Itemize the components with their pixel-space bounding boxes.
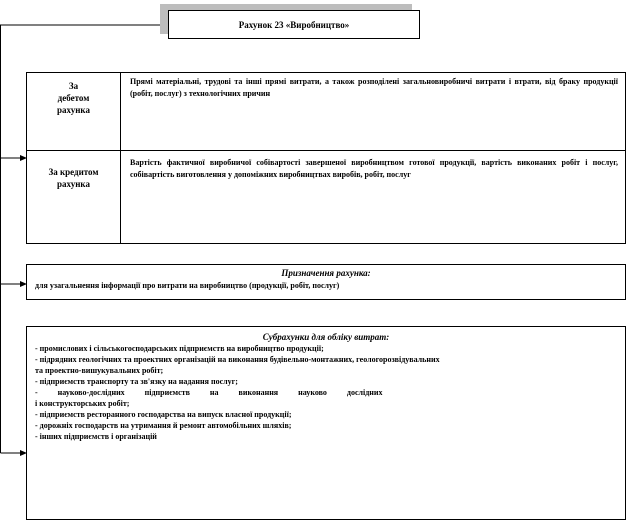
debit-text: Прямі матеріальні, трудові та інші прямі витрати, а також розподілені загальновиробничі витрати і втрати, від браку продукції (робіт, послуг) з технологічних причин: [130, 77, 618, 98]
list-item: - підприємств ресторанного господарства на випуск власної продукції;: [35, 410, 292, 419]
subaccounts-box: [26, 326, 626, 520]
list-item: - науково-дослідних підприємств на виконання науково дослідних: [35, 388, 383, 397]
credit-label-line: За кредитом: [48, 167, 99, 177]
title-box: [168, 10, 420, 39]
subaccounts-heading: Субрахунки для обліку витрат:: [262, 332, 390, 342]
debit-label: [27, 80, 120, 116]
list-item: - інших підприємств і організацій: [35, 432, 157, 441]
list-item: і конструкторських робіт;: [35, 399, 130, 408]
list-item: - підприємств транспорту та зв'язку на надання послуг;: [35, 377, 238, 386]
purpose-box: [26, 264, 626, 300]
list-item: - підрядних геологічних та проектних організацій на виконання будівельно-монтажних, геологорозвідувальних: [35, 355, 440, 364]
purpose-heading: Призначення рахунка:: [281, 268, 371, 278]
list-item: та проектно-вишукувальних робіт;: [35, 366, 164, 375]
debit-label-line: рахунка: [57, 105, 90, 115]
list-item: - промислових і сільськогосподарських підприємств на виробництво продукції;: [35, 344, 324, 353]
list-item: - дорожніх господарств на утримання й ремонт автомобільних шляхів;: [35, 421, 292, 430]
credit-text: Вартість фактичної виробничої собівартості завершеної виробництвом готової продукції, вартість виконаних робіт і послуг, собівартість виготовлення у допоміжних виробництвах виробів, робіт, послуг: [130, 158, 618, 179]
table-divider-vertical: [120, 72, 121, 244]
page-title: Рахунок 23 «Виробництво»: [238, 19, 350, 30]
subaccounts-list: [27, 342, 625, 442]
credit-label: [27, 166, 120, 190]
debit-label-line: За: [68, 81, 79, 91]
debit-label-line: дебетом: [57, 93, 90, 103]
table-divider-horizontal: [26, 150, 626, 151]
credit-label-line: рахунка: [57, 179, 90, 189]
purpose-text: для узагальнення інформації про витрати на виробництво (продукції, робіт, послуг): [35, 281, 340, 290]
